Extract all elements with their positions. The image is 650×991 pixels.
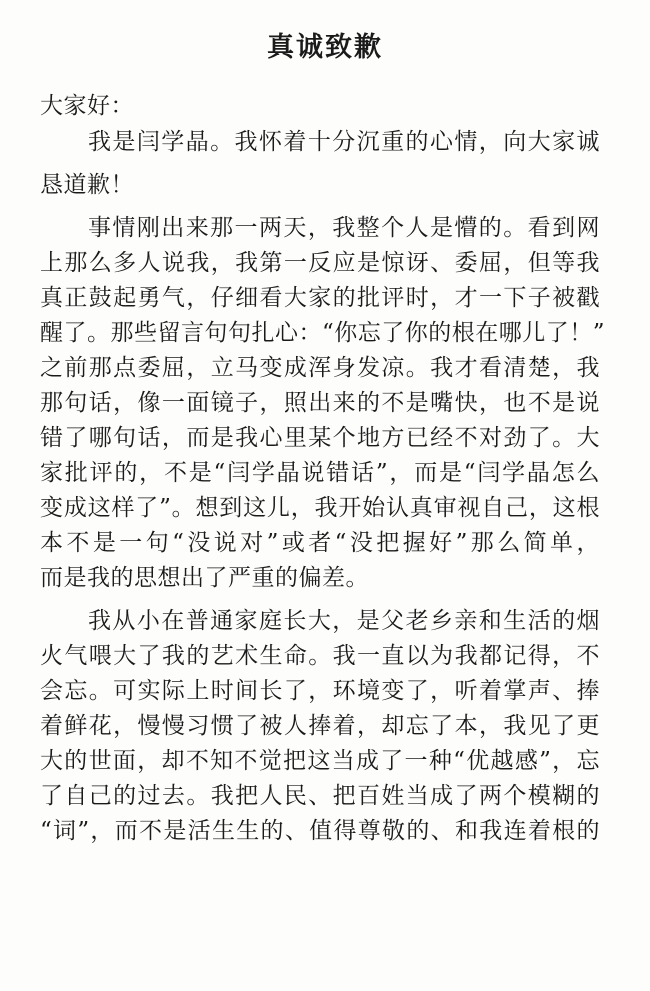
text-line: 上那么多人说我，我第一反应是惊讶、委屈，但等我	[40, 250, 600, 276]
text-line: 会忘。可实际上时间长了，环境变了，听着掌声、捧	[40, 678, 600, 704]
text-line: 火气喂大了我的艺术生命。我一直以为我都记得，不	[40, 643, 600, 669]
text-line: 恳道歉！	[40, 172, 134, 198]
text-line: 而是我的思想出了严重的偏差。	[40, 565, 369, 591]
text-line: 事情刚出来那一两天，我整个人是懵的。看到网	[88, 215, 600, 241]
text-line: 错了哪句话，而是我心里某个地方已经不对劲了。大	[40, 425, 600, 451]
text-line: 了自己的过去。我把人民、把百姓当成了两个模糊的	[40, 783, 600, 809]
text-line: “词”，而不是活生生的、值得尊敬的、和我连着根的	[40, 818, 600, 844]
text-line: 大的世面，却不知不觉把这当成了一种“优越感”，忘	[40, 748, 600, 774]
text-line: 我是闫学晶。我怀着十分沉重的心情，向大家诚	[88, 129, 600, 155]
text-line: 我从小在普通家庭长大，是父老乡亲和生活的烟	[88, 608, 600, 634]
text-line: 之前那点委屈，立马变成浑身发凉。我才看清楚，我	[40, 355, 600, 381]
greeting-line: 大家好：	[40, 93, 134, 119]
text-line: 醒了。那些留言句句扎心：“你忘了你的根在哪儿了！”	[40, 320, 606, 346]
text-line: 着鲜花，慢慢习惯了被人捧着，却忘了本，我见了更	[40, 713, 600, 739]
text-line: 真正鼓起勇气，仔细看大家的批评时，才一下子被戳	[40, 285, 600, 311]
document-title: 真诚致歉	[267, 32, 383, 63]
text-line: 家批评的，不是“闫学晶说错话”，而是“闫学晶怎么	[40, 460, 600, 486]
text-line: 本不是一句“没说对”或者“没把握好”那么简单，	[40, 530, 600, 556]
text-line: 那句话，像一面镜子，照出来的不是嘴快，也不是说	[40, 390, 600, 416]
text-line: 变成这样了”。想到这儿，我开始认真审视自己，这根	[40, 495, 600, 521]
